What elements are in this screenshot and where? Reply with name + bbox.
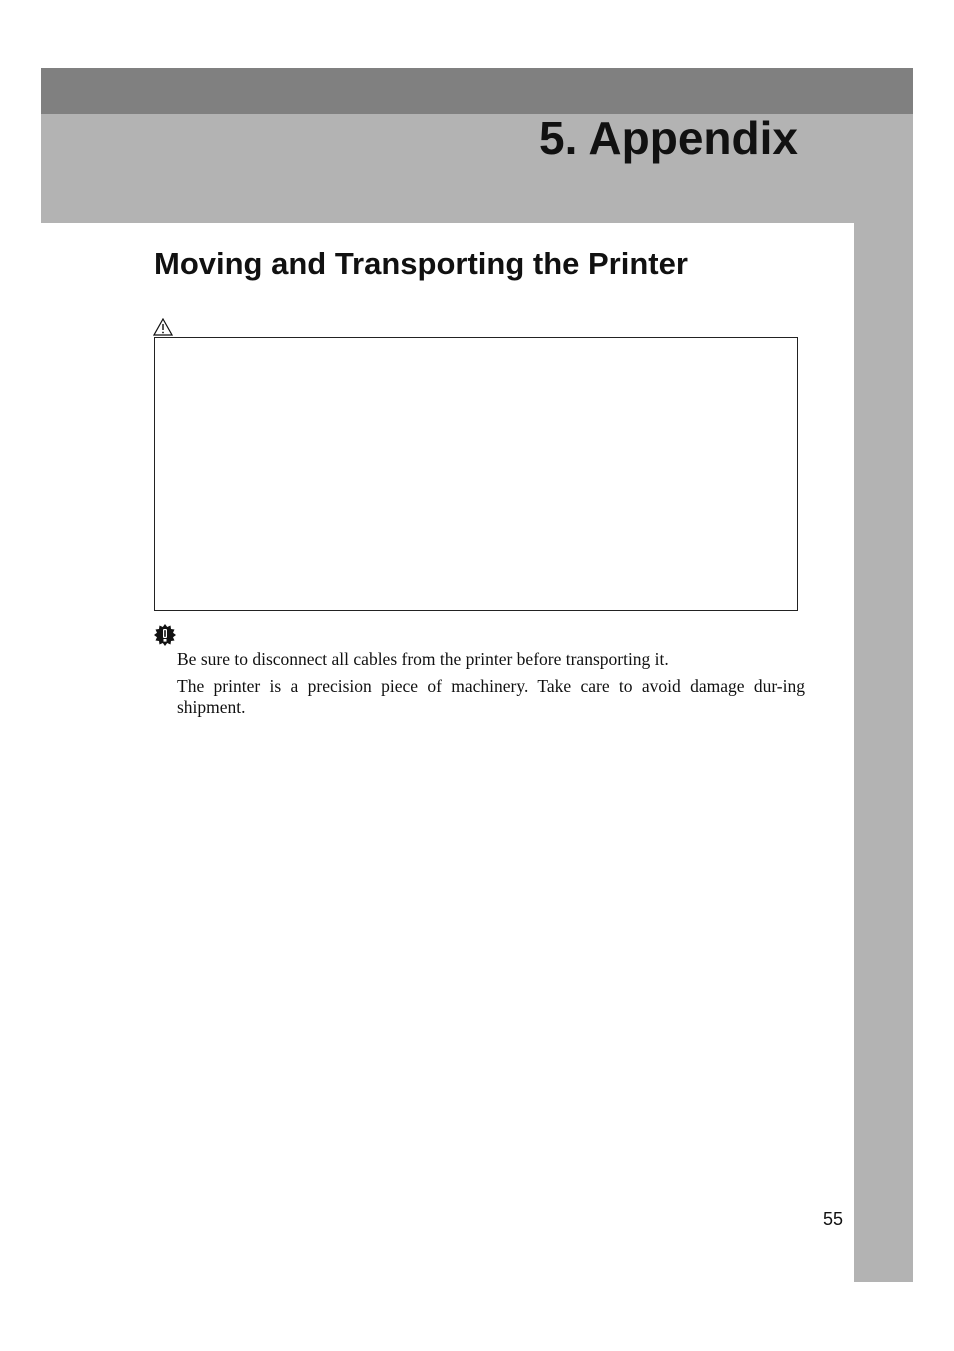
page-number: 55 bbox=[823, 1209, 844, 1229]
important-note: Be sure to disconnect all cables from the printer before transporting it. bbox=[177, 649, 669, 669]
important-note: The printer is a precision piece of machinery. Take care to avoid damage dur-ing shipment. bbox=[177, 676, 805, 717]
important-badge-icon bbox=[154, 624, 176, 646]
chapter-side-tab bbox=[854, 223, 913, 1282]
chapter-header-bar bbox=[41, 68, 913, 114]
caution-box bbox=[154, 337, 798, 611]
chapter-title: 5. Appendix bbox=[539, 112, 798, 164]
section-title: Moving and Transporting the Printer bbox=[154, 246, 688, 281]
warning-triangle-icon bbox=[153, 318, 173, 336]
